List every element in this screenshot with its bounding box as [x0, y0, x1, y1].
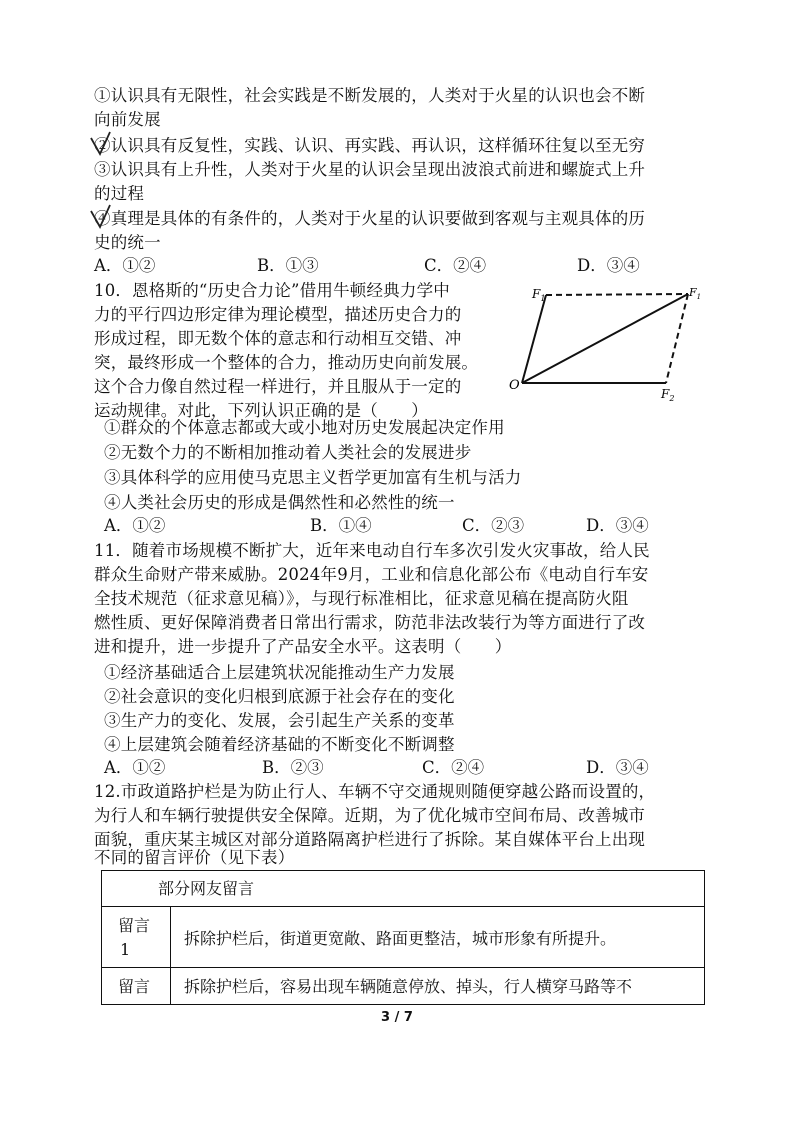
q9-item-4-line-1: ④真理是具体的有条件的，人类对于火星的认识要做到客观与主观具体的历 [94, 209, 646, 228]
q11-stem-line-2: 群众生命财产带来威胁。2024年9月，工业和信息化部公布《电动自行车安 [94, 565, 649, 584]
table-row-1-label-line-2: 1 [120, 940, 131, 959]
q11-option-d[interactable]: D．③④ [586, 758, 649, 777]
table-row-2-text: 拆除护栏后，容易出现车辆随意停放、掉头，行人横穿马路等不 [184, 977, 633, 996]
q11-option-a[interactable]: A．①② [104, 758, 166, 777]
resultant-force-vector [522, 294, 688, 383]
q10-item-3: ③具体科学的应用使马克思主义哲学更加富有生机与活力 [104, 468, 522, 487]
page-number: 3 / 7 [381, 1010, 413, 1025]
label-origin-o: O [509, 378, 520, 393]
table-divider [102, 906, 704, 907]
q10-stem-line-1: 10．恩格斯的“历史合力论”借用牛顿经典力学中 [94, 281, 450, 300]
q9-item-1-line-1: ①认识具有无限性，社会实践是不断发展的，人类对于火星的认识也会不断 [94, 86, 646, 105]
q12-stem-line-4: 不同的留言评价（见下表） [94, 848, 295, 867]
q11-stem-line-3: 全技术规范（征求意见稿）》，与现行标准相比，征求意见稿在提高防火阻 [94, 589, 629, 608]
q10-option-b[interactable]: B．①④ [310, 516, 372, 535]
q10-item-4: ④人类社会历史的形成是偶然性和必然性的统一 [104, 493, 455, 512]
q11-item-3: ③生产力的变化、发展，会引起生产关系的变革 [104, 711, 455, 730]
table-row-1-label-line-1: 留言 [118, 916, 151, 935]
q11-stem-line-1: 11．随着市场规模不断扩大，近年来电动自行车多次引发火灾事故，给人民 [94, 541, 650, 560]
q11-options [104, 756, 724, 780]
handwritten-check-mark-icon [88, 130, 112, 158]
q10-stem-line-5: 这个合力像自然过程一样进行，并且服从于一定的 [94, 377, 462, 396]
q11-option-b[interactable]: B．②③ [262, 758, 324, 777]
q12-stem-line-1: 12.市政道路护栏是为防止行人、车辆不守交通规则随便穿越公路而设置的， [94, 782, 656, 801]
q10-stem-line-6: 运动规律。对此，下列认识正确的是（ ） [94, 401, 428, 420]
q10-item-1: ①群众的个体意志都或大或小地对历史发展起决定作用 [104, 418, 505, 437]
q9-item-3-line-1: ③认识具有上升性，人类对于火星的认识会呈现出波浪式前进和螺旋式上升 [94, 160, 646, 179]
table-row-2-label: 留言 [118, 977, 151, 996]
q10-option-a[interactable]: A．①② [104, 516, 166, 535]
q9-option-a[interactable]: A．①② [94, 256, 156, 275]
q10-option-d[interactable]: D．③④ [586, 516, 649, 535]
table-divider [102, 967, 704, 968]
handwritten-check-mark-icon [88, 203, 112, 231]
q9-item-4-line-2: 史的统一 [94, 233, 161, 252]
comments-table [101, 870, 705, 1005]
table-header: 部分网友留言 [158, 879, 255, 898]
dashed-edge-top [546, 294, 688, 295]
q11-item-4: ④上层建筑会随着经济基础的不断变化不断调整 [104, 735, 455, 754]
q9-item-2: ②认识具有反复性，实践、认识、再实践、再认识，这样循环往复以至无穷 [94, 136, 646, 155]
q10-stem-line-3: 形成过程，即无数个体的意志和行动相互交错、冲 [94, 329, 462, 348]
force-parallelogram-diagram [508, 280, 708, 405]
parallelogram-svg [508, 280, 708, 405]
q11-item-1: ①经济基础适合上层建筑状况能推动生产力发展 [104, 663, 455, 682]
q10-option-c[interactable]: C．②③ [462, 516, 525, 535]
label-f2: $F_2$ [661, 387, 675, 403]
force-f1-vector [522, 295, 546, 383]
q9-option-d[interactable]: D．③④ [577, 256, 640, 275]
q10-item-2: ②无数个力的不断相加推动着人类社会的发展进步 [104, 443, 472, 462]
q11-stem-line-4: 燃性质、更好保障消费者日常出行需求，防范非法改装行为等方面进行了改 [94, 613, 646, 632]
q9-item-3-line-2: 的过程 [94, 184, 145, 203]
q9-options [94, 254, 714, 278]
table-row-1-text: 拆除护栏后，街道更宽敞、路面更整洁，城市形象有所提升。 [184, 929, 617, 948]
q11-item-2: ②社会意识的变化归根到底源于社会存在的变化 [104, 687, 455, 706]
q10-options [104, 514, 724, 538]
q12-stem-line-3: 面貌，重庆某主城区对部分道路隔离护栏进行了拆除。某自媒体平台上出现 [94, 830, 646, 849]
q12-stem-line-2: 为行人和车辆行驶提供安全保障。近期，为了优化城市空间布局、改善城市 [94, 806, 646, 825]
q10-stem-line-4: 突，最终形成一个整体的合力，推动历史向前发展。 [94, 353, 479, 372]
q9-item-1-line-2: 向前发展 [94, 110, 161, 129]
table-column-divider [170, 906, 171, 1004]
q10-stem-line-2: 力的平行四边形定律为理论模型，描述历史合力的 [94, 305, 462, 324]
q9-option-c[interactable]: C．②④ [424, 256, 487, 275]
dashed-edge-right [666, 294, 688, 383]
q9-option-b[interactable]: B．①③ [257, 256, 319, 275]
label-f1: $F_1$ [532, 287, 546, 303]
q11-stem-line-5: 进和提升，进一步提升了产品安全水平。这表明（ ） [94, 637, 512, 656]
label-f-resultant: $F_1$ [689, 286, 702, 301]
q11-option-c[interactable]: C．②④ [422, 758, 485, 777]
